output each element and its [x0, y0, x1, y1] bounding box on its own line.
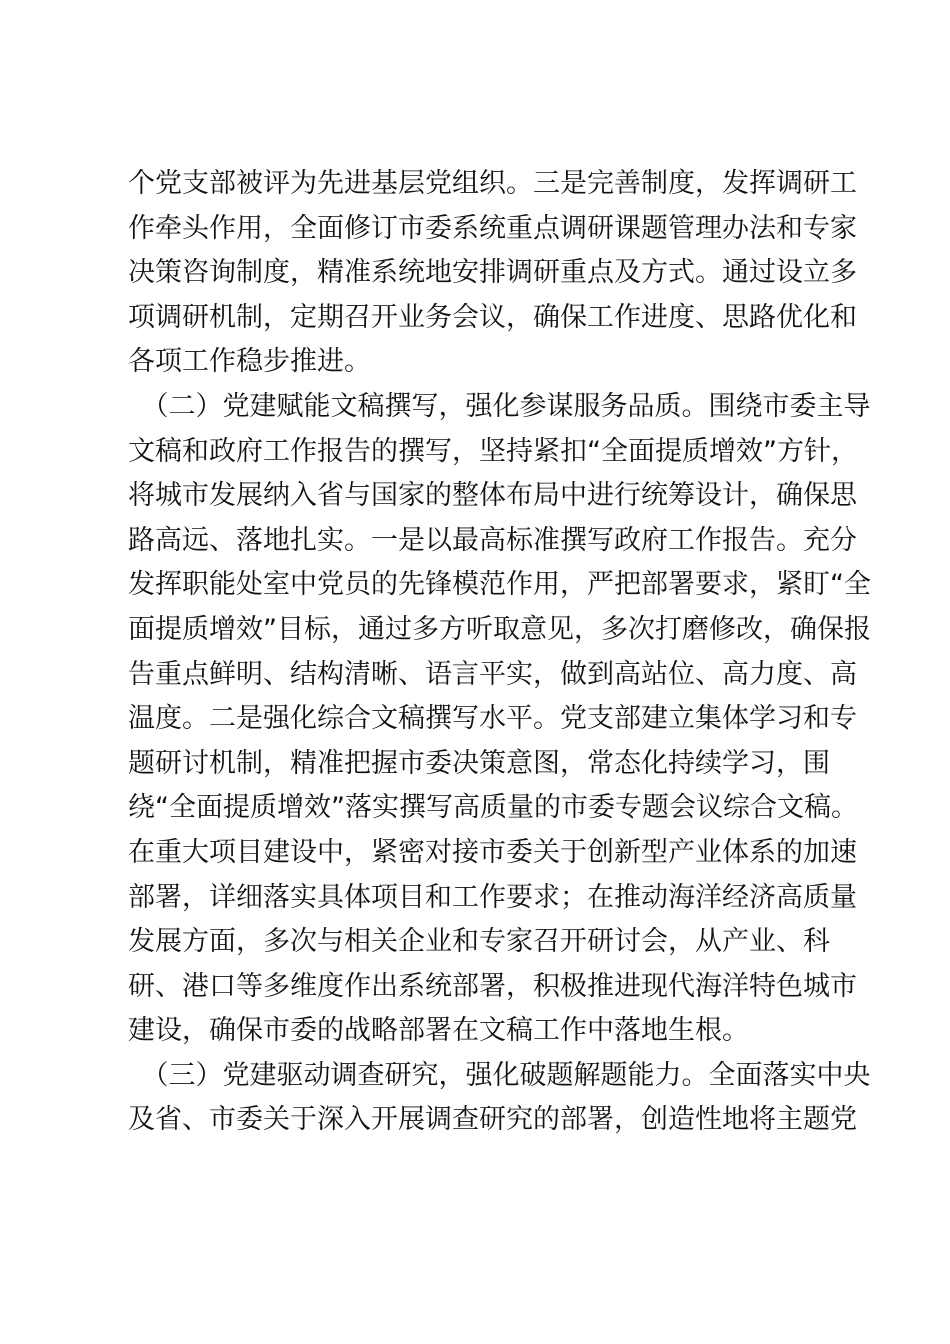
text-line: 题研讨机制，精准把握市委决策意图，常态化持续学习，围: [128, 747, 830, 779]
text-line: 作牵头作用，全面修订市委系统重点调研课题管理办法和专家: [128, 212, 857, 244]
text-line: 决策咨询制度，精准系统地安排调研重点及方式。通过设立多: [128, 257, 857, 289]
text-line: 部署，详细落实具体项目和工作要求；在推动海洋经济高质量: [128, 881, 857, 913]
text-line: 路高远、落地扎实。一是以最高标准撰写政府工作报告。充分: [128, 524, 857, 556]
text-line: 及省、市委关于深入开展调查研究的部署，创造性地将主题党: [128, 1104, 857, 1136]
paragraph-1: [128, 162, 857, 385]
text-line: 面提质增效”目标，通过多方听取意见，多次打磨修改，确保报: [128, 613, 871, 645]
text-line: 各项工作稳步推进。: [128, 346, 371, 378]
paragraph-2: [128, 385, 871, 1054]
text-line: 建设，确保市委的战略部署在文稿工作中落地生根。: [128, 1015, 749, 1047]
text-line: 发展方面，多次与相关企业和专家召开研讨会，从产业、科: [128, 926, 830, 958]
text-line: （二）党建赋能文稿撰写，强化参谋服务品质。围绕市委主导: [128, 390, 871, 422]
text-line: 温度。二是强化综合文稿撰写水平。党支部建立集体学习和专: [128, 703, 857, 735]
text-line: 告重点鲜明、结构清晰、语言平实，做到高站位、高力度、高: [128, 658, 857, 690]
text-line: 文稿和政府工作报告的撰写，坚持紧扣“全面提质增效”方针，: [128, 435, 858, 467]
text-line: 个党支部被评为先进基层党组织。三是完善制度，发挥调研工: [128, 168, 857, 199]
text-line: 项调研机制，定期召开业务会议，确保工作进度、思路优化和: [128, 301, 857, 333]
text-line: 绕“全面提质增效”落实撰写高质量的市委专题会议综合文稿。: [128, 792, 858, 824]
text-line: 研、港口等多维度作出系统部署，积极推进现代海洋特色城市: [128, 970, 857, 1002]
text-line: 将城市发展纳入省与国家的整体布局中进行统筹设计，确保思: [128, 480, 857, 512]
document-body: [128, 162, 871, 1143]
paragraph-3: [128, 1054, 871, 1143]
text-line: 在重大项目建设中，紧密对接市委关于创新型产业体系的加速: [128, 836, 857, 868]
text-line: （三）党建驱动调查研究，强化破题解题能力。全面落实中央: [128, 1059, 871, 1091]
text-line: 发挥职能处室中党员的先锋模范作用，严把部署要求，紧盯“全: [128, 569, 871, 601]
